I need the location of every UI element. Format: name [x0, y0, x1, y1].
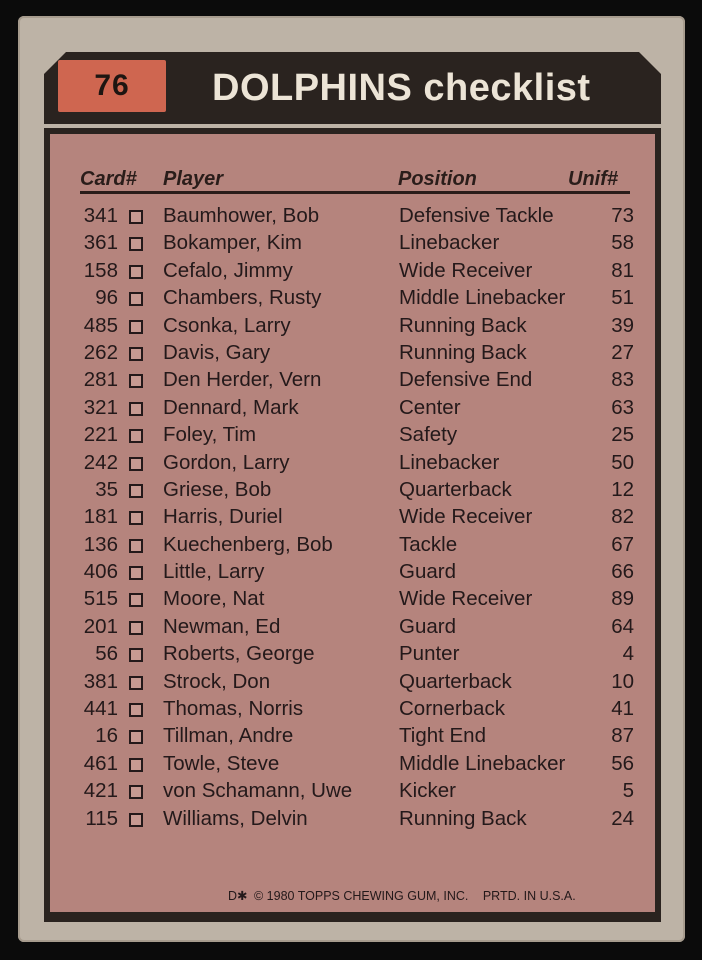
uniform-number: 51 [611, 286, 634, 310]
checklist-row [0, 614, 702, 641]
player-position: Guard [399, 560, 456, 584]
player-name: von Schamann, Uwe [163, 779, 353, 803]
card-number-cell: 115 [85, 806, 118, 830]
player-position: Tackle [399, 532, 458, 556]
card-number-cell: 281 [83, 368, 118, 392]
player-name: Griese, Bob [163, 477, 272, 501]
uniform-number: 56 [611, 751, 634, 775]
footer [228, 888, 658, 906]
uniform-number: 24 [611, 806, 634, 830]
player-position: Linebacker [399, 231, 500, 255]
card-number-cell: 461 [83, 751, 118, 775]
card-number-cell: 341 [83, 204, 118, 227]
card-number-cell: 421 [83, 779, 118, 803]
player-position: Defensive End [399, 368, 533, 392]
card-number-cell: 321 [83, 395, 118, 419]
checklist-row [0, 586, 702, 613]
card-number-cell: 221 [83, 423, 118, 447]
checklist-rows [0, 203, 702, 833]
checklist-row [0, 641, 702, 668]
player-name: Baumhower, Bob [163, 204, 320, 227]
player-name: Williams, Delvin [163, 806, 308, 830]
player-position: Defensive Tackle [399, 204, 554, 227]
checklist-row [0, 285, 702, 312]
checkbox-icon[interactable] [129, 292, 143, 306]
uniform-number: 67 [611, 532, 634, 556]
checkbox-icon[interactable] [129, 566, 143, 580]
player-position: Punter [399, 642, 460, 666]
checkbox-icon[interactable] [129, 539, 143, 553]
checklist-row [0, 559, 702, 586]
player-position: Safety [399, 423, 458, 447]
player-position: Running Back [399, 340, 527, 364]
checkbox-icon[interactable] [129, 703, 143, 717]
checkbox-icon[interactable] [129, 730, 143, 744]
column-header-player: Player [163, 168, 224, 190]
player-position: Linebacker [399, 450, 500, 474]
checkbox-icon[interactable] [129, 429, 143, 443]
player-name: Csonka, Larry [163, 313, 291, 337]
card-number-cell: 16 [95, 724, 118, 748]
checkbox-icon[interactable] [129, 484, 143, 498]
player-position: Quarterback [399, 477, 512, 501]
uniform-number: 50 [611, 450, 634, 474]
player-position: Wide Receiver [399, 587, 533, 611]
checklist-row [0, 751, 702, 778]
card-number-cell: 35 [95, 477, 118, 501]
checklist-row [0, 395, 702, 422]
uniform-number: 63 [611, 395, 634, 419]
card-number-cell: 381 [83, 669, 118, 693]
column-header-unif: Unif# [568, 168, 618, 190]
card-number-cell: 441 [83, 697, 118, 721]
uniform-number: 39 [611, 313, 634, 337]
uniform-number: 58 [611, 231, 634, 255]
player-name: Thomas, Norris [163, 697, 304, 721]
checkbox-icon[interactable] [129, 237, 143, 251]
player-name: Gordon, Larry [163, 450, 290, 474]
card-number-cell: 515 [83, 587, 118, 611]
player-name: Little, Larry [163, 560, 265, 584]
player-position: Wide Receiver [399, 505, 533, 529]
player-name: Newman, Ed [163, 614, 281, 638]
checklist-row [0, 340, 702, 367]
checkbox-icon[interactable] [129, 210, 143, 224]
checklist-row [0, 532, 702, 559]
checkbox-icon[interactable] [129, 320, 143, 334]
player-position: Kicker [399, 779, 456, 803]
player-position: Center [399, 395, 461, 419]
checklist-row [0, 806, 702, 833]
player-name: Harris, Duriel [163, 505, 283, 529]
uniform-number: 73 [611, 204, 634, 227]
card-number-cell: 56 [95, 642, 118, 666]
uniform-number: 89 [611, 587, 634, 611]
footer-copyright: © 1980 TOPPS CHEWING GUM, INC. [254, 889, 469, 903]
player-position: Running Back [399, 313, 527, 337]
uniform-number: 5 [622, 779, 634, 803]
uniform-number: 83 [611, 368, 634, 392]
player-name: Roberts, George [163, 642, 315, 666]
uniform-number: 81 [611, 258, 634, 282]
player-name: Dennard, Mark [163, 395, 299, 419]
uniform-number: 82 [611, 505, 634, 529]
player-position: Wide Receiver [399, 258, 533, 282]
player-name: Cefalo, Jimmy [163, 258, 293, 282]
uniform-number: 66 [611, 560, 634, 584]
card-number-cell: 361 [83, 231, 118, 255]
header-corner-right [639, 52, 661, 74]
uniform-number: 10 [611, 669, 634, 693]
checkbox-icon[interactable] [129, 457, 143, 471]
uniform-number: 87 [611, 724, 634, 748]
card-number-cell: 201 [83, 614, 118, 638]
player-position: Cornerback [399, 697, 505, 721]
player-name: Moore, Nat [163, 587, 265, 611]
player-position: Running Back [399, 806, 527, 830]
checkbox-icon[interactable] [129, 374, 143, 388]
player-name: Towle, Steve [163, 751, 280, 775]
card-number: 76 [58, 60, 166, 112]
column-header-position: Position [398, 168, 477, 190]
footer-printed: PRTD. IN U.S.A. [482, 889, 576, 903]
player-position: Middle Linebacker [399, 751, 566, 775]
checklist-row [0, 696, 702, 723]
player-position: Guard [399, 614, 456, 638]
checklist-row [0, 230, 702, 257]
player-position: Middle Linebacker [399, 286, 566, 310]
checkbox-icon[interactable] [129, 511, 143, 525]
player-name: Den Herder, Vern [163, 368, 322, 392]
player-name: Tillman, Andre [163, 724, 294, 748]
card-number-cell: 242 [83, 450, 118, 474]
card-number-cell: 96 [95, 286, 118, 310]
player-name: Foley, Tim [163, 423, 257, 447]
checklist-row [0, 669, 702, 696]
card-number-cell: 158 [83, 258, 118, 282]
checkbox-icon[interactable] [129, 347, 143, 361]
checkbox-icon[interactable] [129, 758, 143, 772]
card-number-cell: 136 [83, 532, 118, 556]
uniform-number: 27 [611, 340, 634, 364]
checklist-row [0, 504, 702, 531]
checklist-row [0, 367, 702, 394]
player-position: Quarterback [399, 669, 512, 693]
checkbox-icon[interactable] [129, 785, 143, 799]
footer-mark: D✱ [228, 889, 248, 903]
card-number-cell: 181 [83, 505, 118, 529]
player-name: Davis, Gary [163, 340, 271, 364]
uniform-number: 12 [611, 477, 634, 501]
checklist-row [0, 422, 702, 449]
card-number-cell: 262 [83, 340, 118, 364]
checklist-row [0, 477, 702, 504]
uniform-number: 41 [611, 697, 634, 721]
checklist-row [0, 778, 702, 805]
card-title: DOLPHINS checklist [212, 67, 591, 109]
checkbox-icon[interactable] [129, 676, 143, 690]
uniform-number: 25 [611, 423, 634, 447]
checkbox-icon[interactable] [129, 813, 143, 827]
card-number-cell: 406 [83, 560, 118, 584]
checkbox-icon[interactable] [129, 648, 143, 662]
checklist-row [0, 450, 702, 477]
checkbox-icon[interactable] [129, 593, 143, 607]
checklist-row [0, 258, 702, 285]
column-header-card: Card# [80, 168, 137, 190]
checklist-row [0, 203, 702, 230]
checklist-row [0, 313, 702, 340]
player-position: Tight End [399, 724, 486, 748]
card-number-cell: 485 [83, 313, 118, 337]
checkbox-icon[interactable] [129, 621, 143, 635]
player-name: Chambers, Rusty [163, 286, 322, 310]
checklist-row [0, 723, 702, 750]
checkbox-icon[interactable] [129, 265, 143, 279]
uniform-number: 64 [611, 614, 634, 638]
checkbox-icon[interactable] [129, 402, 143, 416]
header-rule [80, 191, 630, 194]
player-name: Bokamper, Kim [163, 231, 302, 255]
player-name: Strock, Don [163, 669, 271, 693]
player-name: Kuechenberg, Bob [163, 532, 333, 556]
uniform-number: 4 [622, 642, 634, 666]
